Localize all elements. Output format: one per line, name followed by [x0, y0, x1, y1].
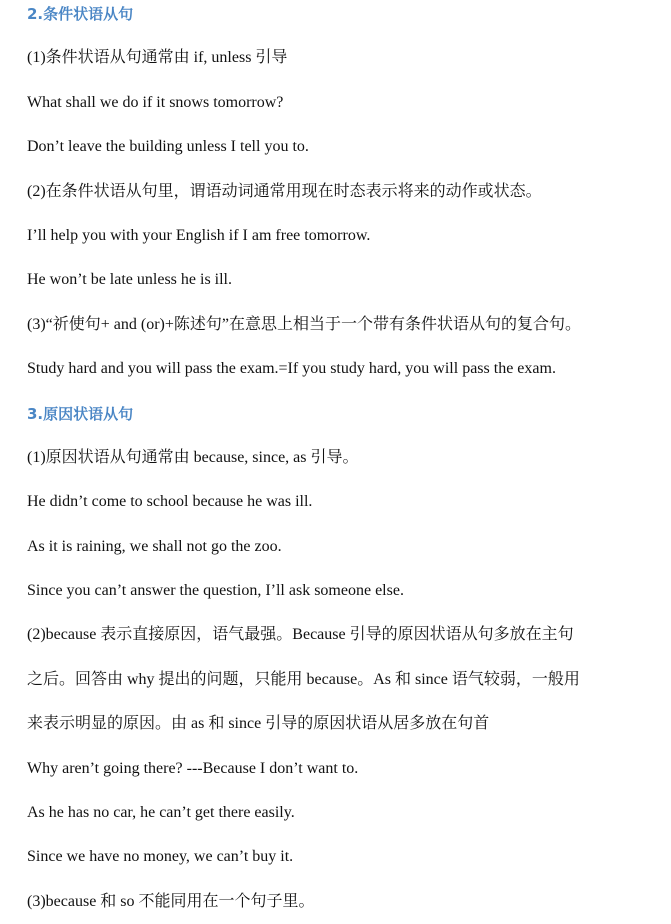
text-line: Why aren’t going there? ---Because I don’t want to. [27, 759, 359, 777]
text-line: Since you can’t answer the question, I’ll ask someone else. [27, 582, 404, 600]
text-line: (2)because 表示直接原因，语气最强。Because 引导的原因状语从句多放在主句 [27, 626, 574, 644]
text-line: (3)because 和 so 不能同用在一个句子里。 [27, 892, 315, 910]
text-line: He won’t be late unless he is ill. [27, 271, 232, 289]
text-line: What shall we do if it snows tomorrow? [27, 93, 284, 111]
text-line: 之后。回答由 why 提出的问题，只能用 because。As 和 since 语气较弱，一般用 [27, 670, 580, 688]
text-line: I’ll help you with your English if I am free tomorrow. [27, 226, 371, 244]
text-line: As it is raining, we shall not go the zoo. [27, 537, 282, 555]
section-heading: 3.原因状语从句 [27, 404, 134, 423]
text-line: Since we have no money, we can’t buy it. [27, 848, 294, 866]
section-heading: 2.条件状语从句 [27, 5, 134, 23]
text-line: (3)“祈使句+ and (or)+陈述句”在意思上相当于一个带有条件状语从句的复合句。 [27, 315, 581, 333]
text-line: (1)原因状语从句通常由 because, since, as 引导。 [27, 448, 359, 466]
text-line: As he has no car, he can’t get there easily. [27, 804, 295, 822]
document-body [27, 0, 661, 924]
text-line: Don’t leave the building unless I tell you to. [27, 138, 309, 156]
text-line: 来表示明显的原因。由 as 和 since 引导的原因状语从居多放在句首 [27, 715, 490, 733]
text-line: He didn’t come to school because he was ill. [27, 493, 313, 511]
text-line: Study hard and you will pass the exam.=If you study hard, you will pass the exam. [27, 360, 556, 378]
text-line: (1)条件状语从句通常由 if, unless 引导 [27, 49, 288, 67]
text-line: (2)在条件状语从句里，谓语动词通常用现在时态表示将来的动作或状态。 [27, 182, 542, 200]
